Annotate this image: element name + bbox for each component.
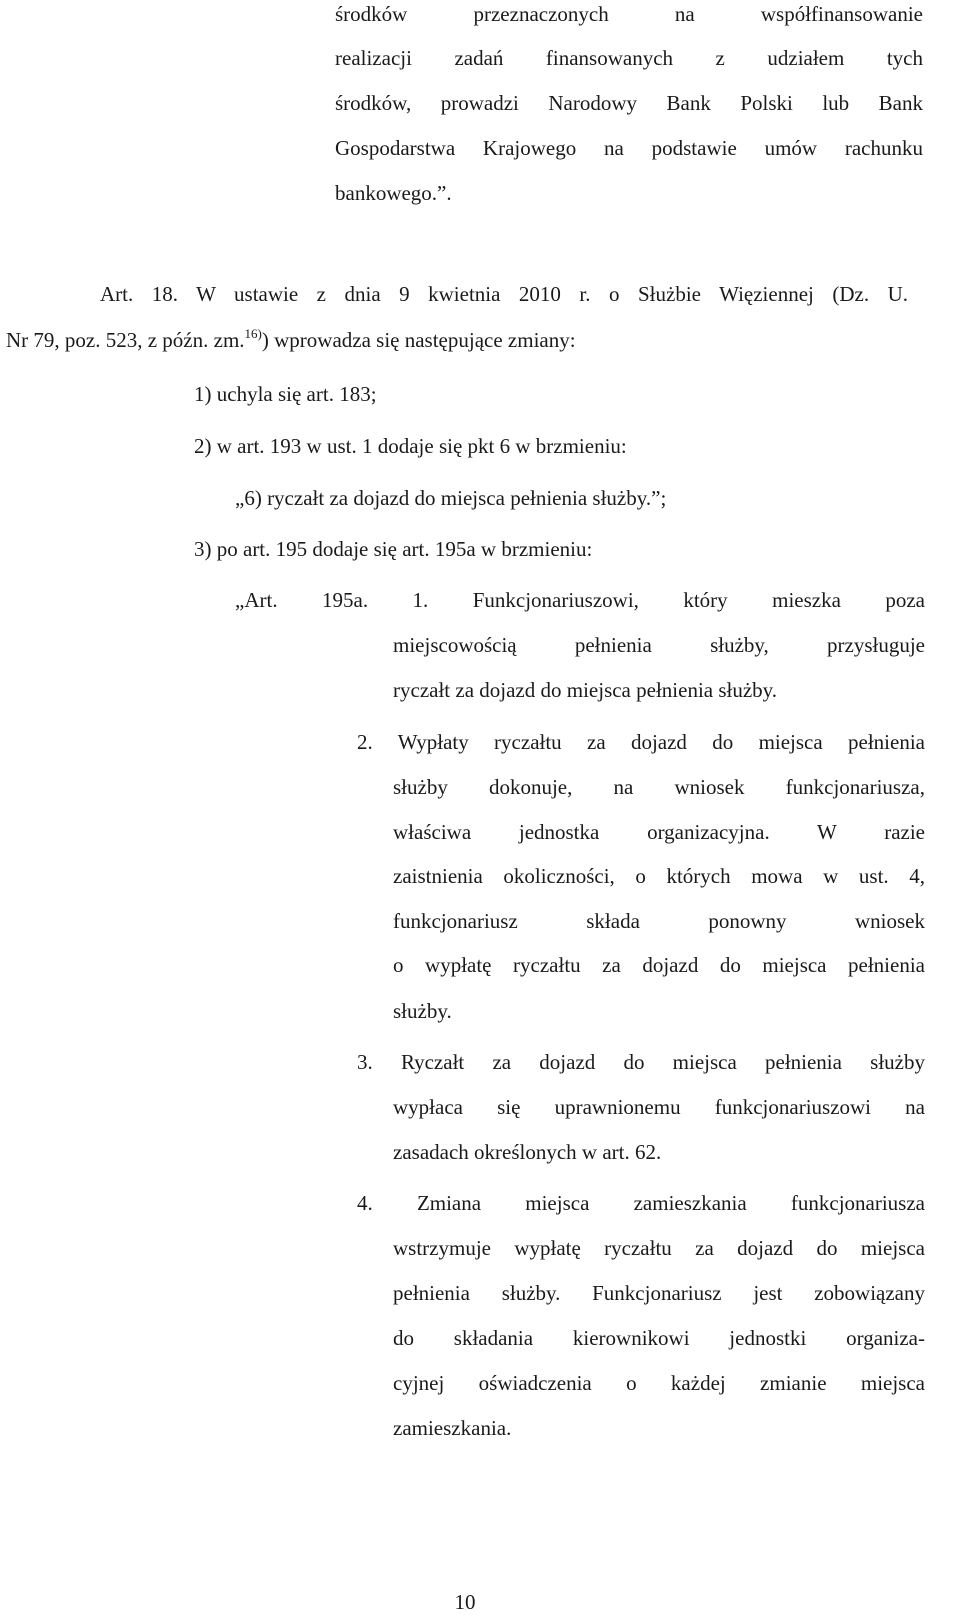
article-195a-line: pełnienia służby. Funkcjonariusz jest zobowiązany: [393, 1281, 925, 1305]
text-line: bankowego.”.: [335, 181, 452, 205]
article-195a-line: zamieszkania.: [393, 1416, 512, 1440]
article-195a-line: wypłaca się uprawnionemu funkcjonariuszowi na: [393, 1095, 925, 1119]
article-18-heading: Art. 18. W ustawie z dnia 9 kwietnia 2010 r. o Służbie Więziennej (Dz. U.: [100, 282, 908, 306]
page-number: 10: [454, 1590, 476, 1614]
point-2: 2) w art. 193 w ust. 1 dodaje się pkt 6 w brzmieniu:: [194, 434, 627, 458]
article-195a-line: właściwa jednostka organizacyjna. W razie: [393, 820, 925, 844]
text-line: środków przeznaczonych na współfinansowanie: [335, 2, 923, 26]
text-line: środków, prowadzi Narodowy Bank Polski lub Bank: [335, 91, 923, 115]
article-195a-line: miejscowością pełnienia służby, przysługuje: [393, 633, 925, 657]
article-195a-line: 3. Ryczałt za dojazd do miejsca pełnienia służby: [357, 1050, 925, 1074]
text-line: Gospodarstwa Krajowego na podstawie umów rachunku: [335, 136, 923, 160]
article-195a-line: służby dokonuje, na wniosek funkcjonariusza,: [393, 775, 925, 799]
text-line: realizacji zadań finansowanych z udziałem tych: [335, 46, 923, 70]
article-195a-line: zasadach określonych w art. 62.: [393, 1140, 662, 1164]
point-3: 3) po art. 195 dodaje się art. 195a w brzmieniu:: [194, 537, 593, 561]
article-195a-line: 4. Zmiana miejsca zamieszkania funkcjonariusza: [357, 1191, 925, 1215]
article-195a-line: o wypłatę ryczałtu za dojazd do miejsca pełnienia: [393, 953, 925, 977]
article-195a-line: 2. Wypłaty ryczałtu za dojazd do miejsca pełnienia: [357, 730, 925, 754]
article-195a-line: cyjnej oświadczenia o każdej zmianie miejsca: [393, 1371, 925, 1395]
footnote-ref: 16): [244, 326, 262, 341]
article-195a-line: „Art. 195a. 1. Funkcjonariuszowi, który mieszka poza: [235, 588, 925, 612]
article-195a-line: zaistnienia okoliczności, o których mowa w ust. 4,: [393, 864, 925, 888]
point-1: 1) uchyla się art. 183;: [194, 382, 377, 406]
article-195a-line: ryczałt za dojazd do miejsca pełnienia służby.: [393, 678, 778, 702]
point-2-quote: „6) ryczałt za dojazd do miejsca pełnienia służby.”;: [235, 486, 667, 510]
article-195a-line: służby.: [393, 999, 452, 1023]
article-18-line: Nr 79, poz. 523, z późn. zm.$^{16)}$) wprowadza się następujące zmiany:: [6, 326, 576, 352]
article-195a-line: wstrzymuje wypłatę ryczałtu za dojazd do miejsca: [393, 1236, 925, 1260]
article-195a-line: do składania kierownikowi jednostki organiza-: [393, 1326, 925, 1350]
article-195a-line: funkcjonariusz składa ponowny wniosek: [393, 909, 925, 933]
